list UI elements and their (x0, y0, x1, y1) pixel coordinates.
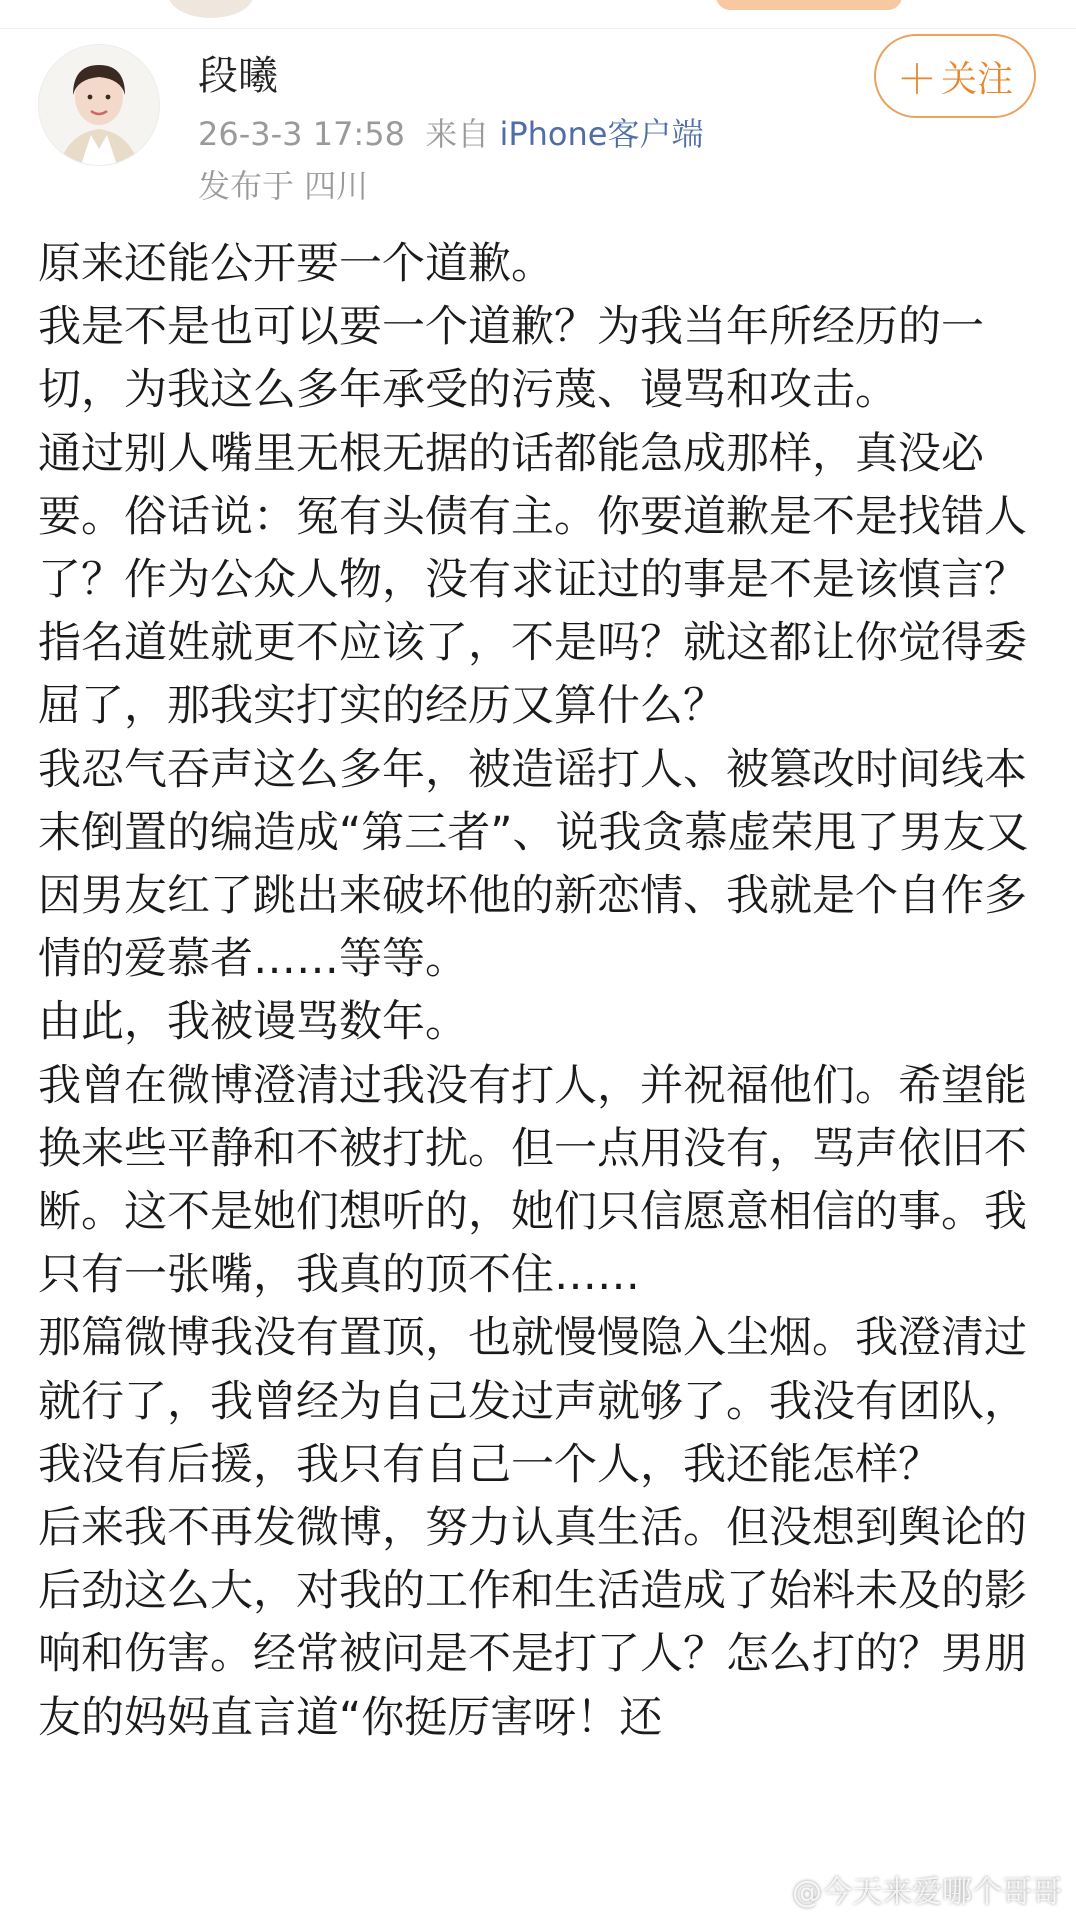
post-meta (198, 112, 703, 156)
previous-post-strip (0, 0, 1076, 29)
post-paragraph: 后来我不再发微博，努力认真生活。但没想到舆论的后劲这么大，对我的工作和生活造成了始料未及的影响和伤害。经常被问是不是打了人？怎么打的？男朋友的妈妈直言道“你挺厉害呀！还 (38, 1503, 1027, 1743)
post-paragraph: 通过别人嘴里无根无据的话都能急成那样，真没必要。俗话说：冤有头债有主。你要道歉是不是找错人了？作为公众人物，没有求证过的事是不是该慎言？指名道姓就更不应该了，不是吗？就这都让你觉得委屈了，那我实打实的经历又算什么？ (38, 428, 1027, 732)
post-paragraph: 我是不是也可以要一个道歉？为我当年所经历的一切，为我这么多年承受的污蔑、谩骂和攻击。 (38, 302, 984, 416)
author-avatar[interactable] (38, 44, 160, 166)
post-paragraph: 那篇微博我没有置顶，也就慢慢隐入尘烟。我澄清过就行了，我曾经为自己发过声就够了。我没有团队，我没有后援，我只有自己一个人，我还能怎样？ (38, 1313, 1027, 1490)
previous-avatar (168, 0, 254, 18)
previous-button (716, 0, 902, 10)
source-prefix: 来自 (425, 115, 490, 153)
post-header (0, 28, 1076, 228)
author-name[interactable]: 段曦 (198, 53, 278, 99)
post-content (38, 233, 1050, 1750)
post-timestamp: 26-3-3 17:58 (198, 115, 405, 153)
post-paragraph: 由此，我被谩骂数年。 (38, 997, 468, 1048)
post-paragraph: 我忍气吞声这么多年，被造谣打人、被篡改时间线本末倒置的编造成“第三者”、说我贪慕虚荣甩了男友又因男友红了跳出来破坏他的新恋情、我就是个自作多情的爱慕者……等等。 (38, 744, 1029, 985)
post-paragraph: 我曾在微博澄清过我没有打人，并祝福他们。希望能换来些平静和不被打扰。但一点用没有，骂声依旧不断。这不是她们想听的，她们只信愿意相信的事。我只有一张嘴，我真的顶不住…… (38, 1060, 1027, 1301)
source-client-link[interactable]: iPhone客户端 (499, 115, 704, 153)
plus-icon: ＋ (896, 56, 937, 103)
follow-label: 关注 (940, 58, 1013, 100)
post-paragraph: 原来还能公开要一个道歉。 (38, 239, 554, 289)
post-location: 发布于 四川 (198, 167, 369, 205)
weibo-watermark: @今天来爱哪个哥哥 (792, 1875, 1062, 1910)
follow-button[interactable] (874, 34, 1036, 118)
profile-photo-icon (39, 45, 159, 165)
